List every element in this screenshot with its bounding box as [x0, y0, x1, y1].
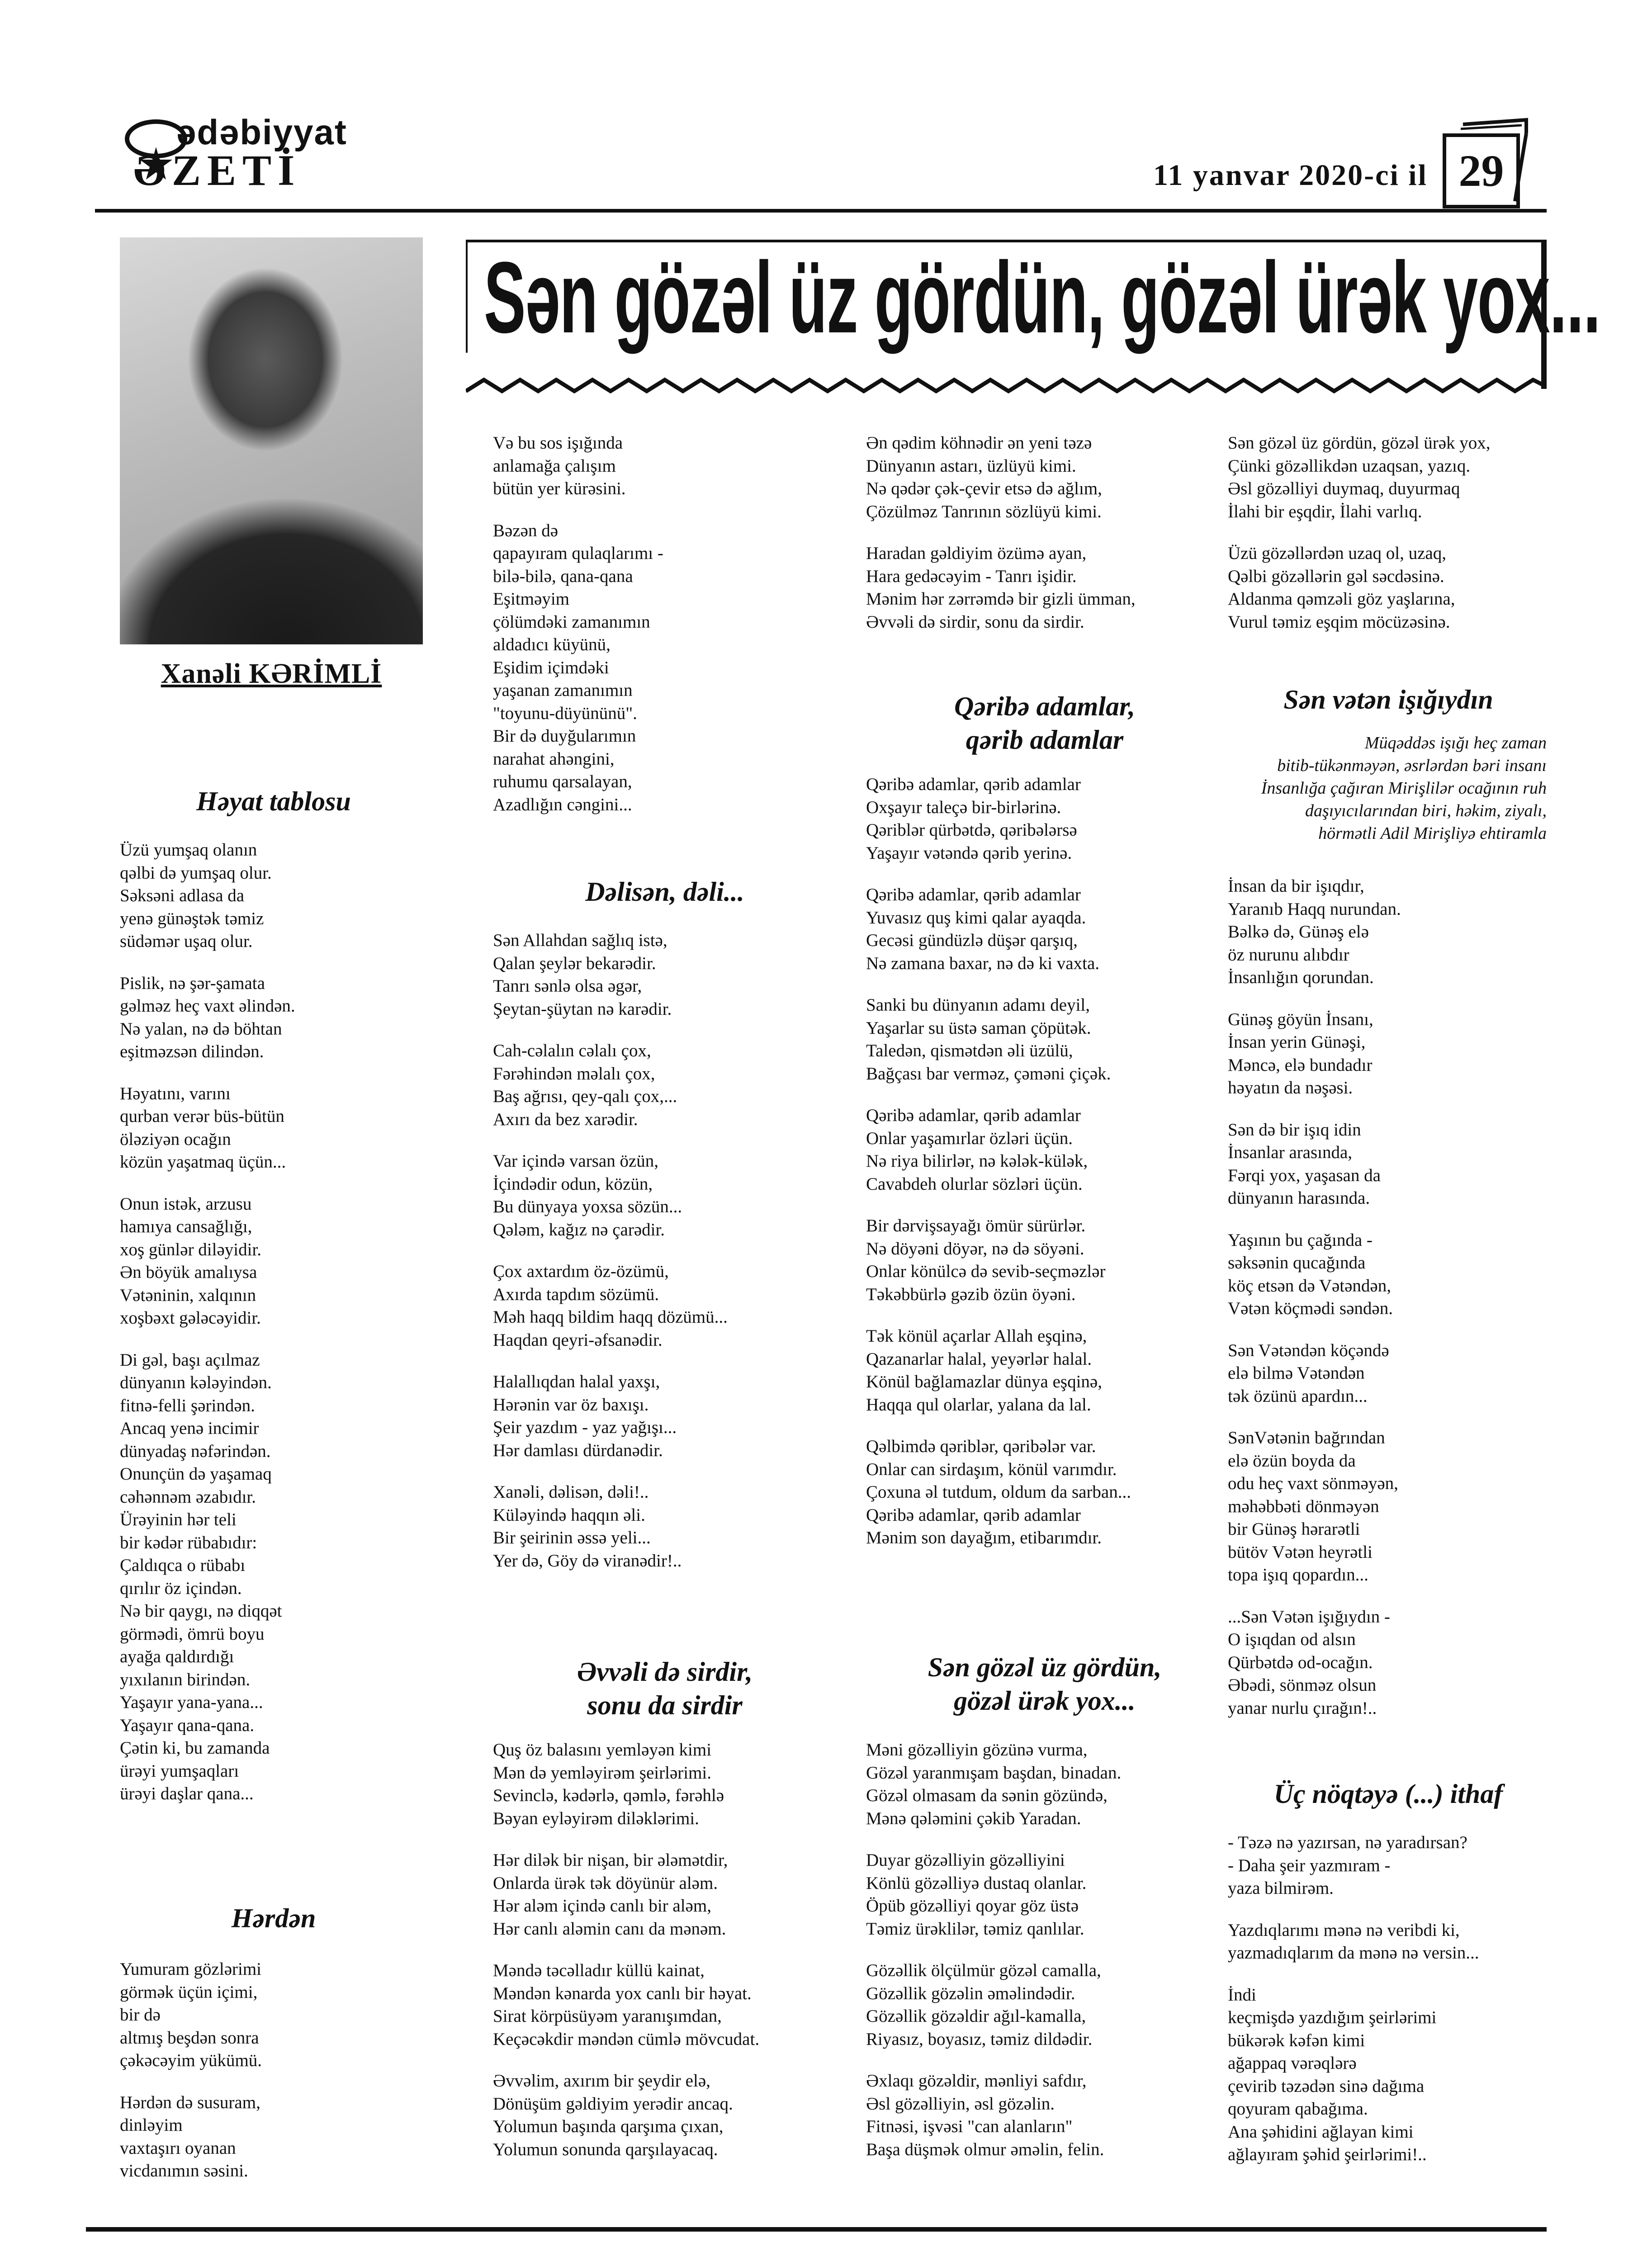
- poem-line: Çox axtardım öz-özümü,: [493, 1262, 669, 1281]
- poem-line: Bir də duyğularımın: [493, 726, 636, 746]
- poem-line: SənVətənin bağrından: [1228, 1428, 1385, 1447]
- poem-line: Yuvasız quş kimi qalar ayaqda.: [866, 908, 1086, 927]
- poem-line: Çaldıqca o rübabı: [120, 1556, 246, 1575]
- poem-line: Üzü yumşaq olanın: [120, 840, 257, 860]
- poem-line: Onlar könülcə də sevib-seçməzlər: [866, 1262, 1106, 1281]
- stanza: [1228, 1831, 1553, 1900]
- poem-line: Qürbətdə od-ocağın.: [1228, 1652, 1373, 1672]
- poem-line: Yaşayır vətəndə qərib yerinə.: [866, 843, 1072, 863]
- poem-line: qapayıram qulaqlarımı -: [493, 544, 663, 563]
- issue-date: 11 yanvar 2020-ci il: [1153, 159, 1428, 192]
- stanza: [493, 1371, 846, 1462]
- poem-line: dünyadaş nəfərindən.: [120, 1441, 271, 1461]
- poem-line: ağlayıram şəhid şeirlərimi!..: [1228, 2145, 1427, 2164]
- poem-line: Gecəsi gündüzlə düşər qarşıq,: [866, 931, 1078, 950]
- poem-line: Vurul təmiz eşqim möcüzəsinə.: [1228, 612, 1450, 632]
- poem-line: qoyuram qabağıma.: [1228, 2099, 1368, 2119]
- poem-qeribe: [866, 773, 1228, 1550]
- poem-line: bir kədər rübabıdır:: [120, 1533, 257, 1552]
- poem-line: Gözəllik gözəlin əməlindədir.: [866, 1983, 1075, 2003]
- poem-line: dinləyim: [120, 2115, 183, 2135]
- poem-line: Məh haqq bildim haqq dözümü...: [493, 1307, 728, 1327]
- poem-line: narahat ahəngini,: [493, 749, 615, 769]
- poem-line: Sən Allahdan sağlıq istə,: [493, 931, 667, 950]
- poem-line: ağappaq vərəqlərə: [1228, 2053, 1357, 2073]
- poem-evveli: [493, 1739, 850, 2161]
- poem-intro-col2: [493, 432, 846, 816]
- poem-line: öz nurunu alıbdır: [1228, 945, 1349, 965]
- poem-line: Hər aləm içində canlı bir aləm,: [493, 1896, 711, 1916]
- poem-line: Nə qədər çək-çevir etsə də ağlım,: [866, 479, 1102, 498]
- stanza: [866, 542, 1228, 634]
- poem-line: ürəyi daşlar qana...: [120, 1784, 254, 1803]
- poem-line: Quş öz balasını yemləyən kimi: [493, 1740, 712, 1760]
- stanza: [493, 1849, 850, 1940]
- poem-line: yenə günəştək təmiz: [120, 908, 264, 928]
- poem-line: Çətin ki, bu zamanda: [120, 1738, 270, 1758]
- poem-line: Riyasız, boyasız, təmiz dildədir.: [866, 2029, 1093, 2049]
- stanza: [493, 929, 846, 1021]
- stanza: [1228, 1229, 1553, 1320]
- poem-line: Hər damlası dürdanədir.: [493, 1440, 663, 1460]
- poem-line: Eşidim içimdəki: [493, 657, 609, 677]
- stanza: [866, 2070, 1228, 2161]
- poem-line: xoş günlər diləyidir.: [120, 1239, 262, 1259]
- stanza: [866, 1325, 1228, 1416]
- poem-line: qurban verər büs-bütün: [120, 1107, 284, 1126]
- poem-line: "toyunu-düyününü".: [493, 703, 637, 723]
- poem-line: Onun istək, arzusu: [120, 1194, 252, 1214]
- stanza: [1228, 1119, 1553, 1210]
- stanza: [493, 1481, 846, 1572]
- poem-line: Çözülməz Tanrının sözlüyü kimi.: [866, 501, 1102, 521]
- poem-line: bütöv Vətən heyrətli: [1228, 1542, 1373, 1562]
- poem-line: - Təzə nə yazırsan, nə yaradırsan?: [1228, 1833, 1467, 1852]
- poem-line: eşitməzsən dilindən.: [120, 1042, 264, 1061]
- poem-line: Könül bağlamazlar dünya eşqinə,: [866, 1372, 1102, 1391]
- poem-line: Əvvəli də sirdir, sonu da sirdir.: [866, 612, 1084, 632]
- poem-line: Yaranıb Haqq nurundan.: [1228, 899, 1401, 919]
- poem-line: yaşanan zamanımın: [493, 681, 633, 700]
- page-number-badge: [1436, 115, 1540, 206]
- poem-line: ...Sən Vətən işığıydın -: [1228, 1607, 1390, 1627]
- poem-line: Hərdən də susuram,: [120, 2092, 260, 2112]
- poem-line: Azadlığın cəngini...: [493, 795, 632, 814]
- poem-line: elə bilmə Vətəndən: [1228, 1363, 1365, 1383]
- stanza: [866, 1435, 1228, 1550]
- poem-line: yaza bilmirəm.: [1228, 1878, 1334, 1898]
- poem-line: Ən qədim köhnədir ən yeni təzə: [866, 433, 1092, 453]
- poem-line: Şeytan-şüytan nə karədir.: [493, 999, 672, 1019]
- poem-line: Xanəli, dəlisən, dəli!..: [493, 1482, 649, 1502]
- poem-line: Məncə, elə bundadır: [1228, 1055, 1373, 1075]
- poem-line: Haqdan qeyri-əfsanədir.: [493, 1330, 663, 1350]
- poem-line: - Daha şeir yazmıram -: [1228, 1855, 1391, 1875]
- poem-line: vaxtaşırı oyanan: [120, 2138, 236, 2158]
- stanza: [493, 432, 846, 501]
- poem-line: Əsl gözəlliyin, əsl gözəlin.: [866, 2094, 1055, 2114]
- poem-title-hayat-tablosu: Həyat tablosu: [196, 786, 351, 816]
- logo-top-text: ədəbiyyat: [176, 112, 347, 152]
- stanza: [866, 1959, 1228, 2051]
- poem-line: Üzü gözəllərdən uzaq ol, uzaq,: [1228, 544, 1446, 563]
- poem-line: Bir dərvişsayağı ömür sürürlər.: [866, 1216, 1086, 1235]
- poem-line: Çoxuna əl tutdum, oldum da sarban...: [866, 1482, 1131, 1502]
- poem-line: Tanrı sənlə olsa əgər,: [493, 976, 642, 996]
- poem-line: Qəribə adamlar, qərib adamlar: [866, 885, 1081, 904]
- stanza: [1228, 1919, 1553, 1965]
- poem-line: Qəriblər qürbətdə, qəribələrsə: [866, 820, 1077, 840]
- poem-line: Axırda tapdım sözümü.: [493, 1284, 659, 1304]
- poem-line: Yaşayır qana-qana.: [120, 1715, 255, 1735]
- dedication-line: daşıyıcılarından biri, həkim, ziyalı,: [1305, 801, 1547, 820]
- poem-line: Hər dilək bir nişan, bir ələmətdir,: [493, 1850, 728, 1870]
- poem-line: Yolumun sonunda qarşılayacaq.: [493, 2139, 718, 2159]
- author-photo: [120, 237, 423, 644]
- poem-title-delisen: Dəlisən, dəli...: [585, 877, 744, 907]
- poem-line: Qazanarlar halal, yeyərlər halal.: [866, 1349, 1092, 1369]
- poem-line: Yer də, Göy də viranədir!..: [493, 1551, 682, 1570]
- poem-line: Haqqa qul olarlar, yalana da lal.: [866, 1395, 1091, 1414]
- poem-title-line: sonu da sirdir: [587, 1690, 743, 1720]
- poem-line: Nə riya bilirlər, nə kələk-külək,: [866, 1151, 1088, 1171]
- newspaper-logo: [129, 112, 382, 194]
- poem-title-uc-noqteye: Üç nöqtəyə (...) ithaf: [1273, 1779, 1503, 1809]
- poem-dedication: [1203, 732, 1547, 845]
- author-name: Xanəli KƏRİMLİ: [161, 658, 382, 689]
- poem-line: Qələm, kağız nə çarədir.: [493, 1220, 665, 1239]
- poem-title-line: qərib adamlar: [966, 725, 1124, 755]
- poem-line: Hər canlı aləmin canı da mənəm.: [493, 1919, 726, 1939]
- stanza: [1228, 1008, 1553, 1100]
- page-number: 29: [1443, 133, 1520, 208]
- poem-line: İnsanlığın qorundan.: [1228, 968, 1374, 987]
- poem-line: öləziyən ocağın: [120, 1129, 231, 1149]
- poem-line: Oxşayır taleçə bir-birlərinə.: [866, 797, 1061, 817]
- poem-harden: [120, 1958, 432, 2183]
- poem-line: Nə bir qaygı, nə diqqət: [120, 1601, 282, 1621]
- poem-line: Sevinclə, kədərlə, qəmlə, fərəhlə: [493, 1786, 724, 1805]
- poem-title-harden: Hərdən: [231, 1903, 316, 1933]
- poem-line: İlahi bir eşqdir, İlahi varlıq.: [1228, 501, 1422, 521]
- poem-line: Bəlkə də, Günəş elə: [1228, 922, 1369, 941]
- poem-line: Yolumun başında qarşıma çıxan,: [493, 2117, 724, 2136]
- stanza: [493, 1150, 846, 1241]
- poem-line: Səksəni adlasa da: [120, 886, 245, 905]
- poem-line: anlamağa çalışım: [493, 456, 616, 476]
- poem-line: Gözəl olmasam da sənin gözündə,: [866, 1786, 1108, 1805]
- poem-line: Keçəcəkdir məndən cümlə mövcudat.: [493, 2029, 760, 2049]
- poem-line: Nə zamana baxar, nə də ki vaxta.: [866, 953, 1100, 973]
- poem-line: Aldanma qəmzəli göz yaşlarına,: [1228, 589, 1455, 609]
- poem-title-qeribe: [864, 690, 1226, 757]
- stanza: [493, 1739, 850, 1830]
- poem-line: həyatın da nəşəsi.: [1228, 1078, 1353, 1097]
- poem-line: Hərənin var öz baxışı.: [493, 1395, 649, 1414]
- poem-line: xoşbəxt gələcəyidir.: [120, 1308, 261, 1328]
- poem-line: Qəlbi gözəllərin gəl səcdəsinə.: [1228, 566, 1444, 586]
- poem-title-line: Sən gözəl üz gördün,: [928, 1652, 1162, 1682]
- poem-line: Fitnəsi, işvəsi "can alanların": [866, 2117, 1073, 2136]
- poem-line: Fərqi yox, yaşasan da: [1228, 1165, 1381, 1185]
- poem-line: Cavabdeh olurlar sözləri üçün.: [866, 1174, 1083, 1194]
- poem-line: dünyanın kələyindən.: [120, 1373, 272, 1392]
- logo-bottom-text: ƏZETİ: [133, 146, 301, 194]
- footer-rule: [86, 2227, 1547, 2232]
- poem-line: İnsan yerin Günəşi,: [1228, 1032, 1366, 1052]
- poem-line: Təkəbbürlə gəzib özün öyəni.: [866, 1284, 1076, 1304]
- poem-delisen: [493, 929, 846, 1572]
- poem-line: Yaşayır yana-yana...: [120, 1693, 263, 1712]
- poem-line: keçmişdə yazdığım şeirlərimi: [1228, 2008, 1437, 2027]
- stanza: [493, 520, 846, 817]
- poem-line: dünyanın harasında.: [1228, 1188, 1370, 1208]
- poem-line: hamıya cansağlığı,: [120, 1217, 252, 1236]
- poem-line: bükərək kəfən kimi: [1228, 2030, 1365, 2050]
- stanza: [1228, 1984, 1553, 2166]
- stanza: [866, 773, 1228, 865]
- poem-line: çevirib təzədən sinə dağıma: [1228, 2076, 1425, 2096]
- poem-line: Sən gözəl üz gördün, gözəl ürək yox,: [1228, 433, 1491, 453]
- poem-line: bütün yer kürəsini.: [493, 479, 626, 498]
- dedication-line: bitib-tükənməyən, əsrlərdən bəri insanı: [1277, 756, 1547, 775]
- poem-line: Mənə qələmini çəkib Yaradan.: [866, 1808, 1081, 1828]
- poem-title-evveli: [488, 1655, 841, 1722]
- stanza: [866, 1215, 1228, 1306]
- poem-line: Vətəninin, xalqının: [120, 1285, 256, 1305]
- stanza: [493, 1040, 846, 1131]
- poem-line: yanar nurlu çırağın!..: [1228, 1698, 1377, 1718]
- poem-title-line: Qəribə adamlar,: [954, 691, 1135, 721]
- poem-title-veten-isigi: Sən vətən işığıydın: [1283, 685, 1493, 714]
- stanza: [120, 1083, 432, 1174]
- poem-line: altmış beşdən sonra: [120, 2028, 259, 2048]
- poem-line: Qəlbimdə qəriblər, qəribələr var.: [866, 1437, 1096, 1456]
- stanza: [1228, 1427, 1553, 1587]
- poem-line: gəlməz heç vaxt əlindən.: [120, 996, 295, 1016]
- poem-line: Bağçası bar verməz, çəməni çiçək.: [866, 1064, 1111, 1083]
- poem-line: Duyar gözəlliyin gözəlliyini: [866, 1850, 1065, 1870]
- poem-line: Dünyanın astarı, üzlüyü kimi.: [866, 456, 1076, 476]
- poem-line: İndi: [1228, 1985, 1256, 2005]
- poem-line: Yazdıqlarımı mənə nə veribdi ki,: [1228, 1920, 1460, 1940]
- poem-line: Qəribə adamlar, qərib adamlar: [866, 1106, 1081, 1125]
- stanza: [493, 2070, 850, 2161]
- poem-line: Əbədi, sönməz olsun: [1228, 1675, 1377, 1695]
- poem-line: görmədi, ömrü boyu: [120, 1624, 265, 1644]
- poem-line: Təmiz ürəklilər, təmiz qanlılar.: [866, 1919, 1084, 1939]
- poem-line: Axırı da bez xarədir.: [493, 1109, 638, 1129]
- stanza: [493, 1959, 850, 2051]
- poem-line: Ana şəhidini ağlayan kimi: [1228, 2122, 1414, 2142]
- poem-line: Onlarda ürək tək döyünür aləm.: [493, 1873, 718, 1893]
- stanza: [120, 839, 432, 953]
- poem-title-sen-gozel: [864, 1651, 1226, 1717]
- poem-title-line: Əvvəli də sirdir,: [577, 1657, 753, 1687]
- poem-sen-gozel: [866, 1739, 1228, 2161]
- poem-line: köç etsən də Vətəndən,: [1228, 1276, 1391, 1296]
- poem-line: Çünki gözəllikdən uzaqsan, yazıq.: [1228, 456, 1471, 476]
- poem-line: Ancaq yenə incimir: [120, 1419, 259, 1438]
- poem-line: Ən böyük amalıysa: [120, 1263, 257, 1282]
- poem-line: Ürəyinin hər teli: [120, 1510, 237, 1529]
- poem-line: İnsan da bir işıqdır,: [1228, 876, 1364, 896]
- poem-line: Şeir yazdım - yaz yağışı...: [493, 1418, 677, 1437]
- poem-intro-col4: [1228, 432, 1553, 634]
- stanza: [866, 994, 1228, 1085]
- poem-line: Günəş göyün İnsanı,: [1228, 1009, 1373, 1029]
- stanza: [1228, 1339, 1553, 1408]
- masthead-rule: [95, 209, 1547, 213]
- poem-line: Bu dünyaya yoxsa sözün...: [493, 1197, 682, 1216]
- stanza: [1228, 432, 1553, 523]
- poem-line: Eşitməyim: [493, 589, 569, 609]
- stanza: [493, 1260, 846, 1352]
- stanza: [1228, 542, 1553, 634]
- poem-line: Onunçün də yaşamaq: [120, 1464, 272, 1484]
- stanza: [1228, 875, 1553, 989]
- poem-line: fitnə-felli şərindən.: [120, 1395, 255, 1415]
- poem-line: tək özünü apardın...: [1228, 1386, 1368, 1406]
- poem-line: Vətən köçmədi səndən.: [1228, 1299, 1393, 1318]
- poem-line: Fərəhindən məlalı çox,: [493, 1064, 655, 1083]
- poem-hayat-tablosu: [120, 839, 432, 1806]
- poem-line: Öpüb gözəlliyi qoyar göz üstə: [866, 1896, 1079, 1916]
- poem-line: Halallıqdan halal yaxşı,: [493, 1372, 660, 1391]
- poem-line: Qalan şeylər bekarədir.: [493, 953, 656, 973]
- dedication-line: hörmətli Adil Mirişliyə ehtiramla: [1318, 824, 1547, 843]
- poem-line: Sən Vətəndən köçəndə: [1228, 1340, 1389, 1360]
- poem-line: elə özün boyda da: [1228, 1451, 1356, 1471]
- stanza: [120, 1349, 432, 1806]
- poem-line: çölümdəki zamanımın: [493, 612, 650, 632]
- poem-line: Var içində varsan özün,: [493, 1151, 659, 1171]
- poem-line: görmək üçün içimi,: [120, 1982, 258, 2002]
- poem-intro-col3: [866, 432, 1228, 634]
- poem-line: Başa düşmək olmur əməlin, felin.: [866, 2139, 1104, 2159]
- poem-line: Baş ağrısı, qey-qalı çox,...: [493, 1087, 677, 1106]
- poem-line: Və bu sos işığında: [493, 433, 623, 453]
- poem-line: ürəyi yumşaqları: [120, 1761, 239, 1781]
- poem-line: Sanki bu dünyanın adamı deyil,: [866, 995, 1090, 1015]
- poem-line: Mən də yemləyirəm şeirlərimi.: [493, 1763, 712, 1783]
- poem-line: aldadıcı küyünü,: [493, 635, 611, 654]
- poem-line: Yaşının bu çağında -: [1228, 1230, 1373, 1250]
- poem-line: Məndən kənarda yox canlı bir həyat.: [493, 1983, 752, 2003]
- stanza: [866, 1739, 1228, 1830]
- stanza: [120, 1193, 432, 1330]
- poem-line: Könlü gözəlliyə dustaq olanlar.: [866, 1873, 1087, 1893]
- poem-line: Bir şeirinin əssə yeli...: [493, 1528, 651, 1547]
- poem-veten-isigi: [1228, 875, 1553, 1720]
- poem-line: Nə döyəni döyər, nə də söyəni.: [866, 1239, 1084, 1258]
- headline: Sən gözəl üz gördün, gözəl ürək yox...: [484, 241, 1600, 354]
- poem-line: qəlbi də yumşaq olur.: [120, 863, 272, 883]
- poem-line: yıxılanın birindən.: [120, 1670, 251, 1689]
- poem-line: Haradan gəldiyim özümə ayan,: [866, 544, 1087, 563]
- poem-line: Gözəllik ölçülmür gözəl camalla,: [866, 1961, 1101, 1980]
- zigzag-divider: [466, 371, 1547, 402]
- poem-line: Əvvəlim, axırım bir şeydir elə,: [493, 2071, 710, 2091]
- poem-line: İçindədir odun, közün,: [493, 1174, 653, 1194]
- poem-line: Onlar yaşamırlar özləri üçün.: [866, 1128, 1073, 1148]
- poem-line: Yaşarlar su üstə saman çöpütək.: [866, 1018, 1091, 1038]
- stanza: [120, 2091, 432, 2183]
- poem-line: Onlar can sirdaşım, könül varımdır.: [866, 1459, 1117, 1479]
- poem-line: Di gəl, başı açılmaz: [120, 1350, 260, 1370]
- poem-line: qırılır öz içindən.: [120, 1578, 242, 1598]
- stanza: [866, 1104, 1228, 1196]
- poem-line: Sirat körpüsüyəm yaranışımdan,: [493, 2006, 722, 2026]
- poem-line: Küləyində haqqın əli.: [493, 1505, 645, 1525]
- poem-line: Gözəllik gözəldir ağıl-kamalla,: [866, 2006, 1086, 2026]
- poem-line: Pislik, nə şər-şamata: [120, 973, 265, 993]
- poem-line: Həyatını, varını: [120, 1083, 231, 1103]
- poem-line: məhəbbəti dönməyən: [1228, 1496, 1379, 1516]
- poem-line: Mənim son dayağım, etibarımdır.: [866, 1528, 1102, 1547]
- poem-line: ruhumu qarsalayan,: [493, 772, 632, 791]
- dedication-line: Müqəddəs işığı heç zaman: [1364, 733, 1547, 752]
- poem-line: çəkəcəyim yükümü.: [120, 2051, 262, 2070]
- poem-line: ayağa qaldırdığı: [120, 1647, 234, 1666]
- poem-uc-noqteye: [1228, 1831, 1553, 2166]
- stanza: [866, 432, 1228, 523]
- dedication-line: İnsanlığa çağıran Mirişlilər ocağının ruh: [1261, 779, 1547, 798]
- poem-line: bir də: [120, 2005, 161, 2024]
- stanza: [1228, 1606, 1553, 1720]
- poem-line: yazmadıqlarım da mənə nə versin...: [1228, 1943, 1479, 1963]
- poem-line: Sən də bir işıq idin: [1228, 1120, 1361, 1140]
- poem-line: topa işıq qopardın...: [1228, 1565, 1368, 1585]
- poem-line: Cah-cəlalın cəlalı çox,: [493, 1041, 651, 1060]
- poem-line: odu heç vaxt sönməyən,: [1228, 1474, 1398, 1493]
- poem-line: Nə yalan, nə də böhtan: [120, 1019, 282, 1039]
- poem-line: Taledən, qismətdən əli üzülü,: [866, 1041, 1073, 1060]
- poem-line: Bəzən də: [493, 520, 559, 540]
- poem-line: səksənin qucağında: [1228, 1253, 1366, 1272]
- poem-line: Dönüşüm gəldiyim yerədir ancaq.: [493, 2094, 733, 2114]
- stanza: [120, 972, 432, 1064]
- poem-line: Qəribə adamlar, qərib adamlar: [866, 1505, 1081, 1525]
- poem-line: Əsl gözəlliyi duymaq, duyurmaq: [1228, 479, 1460, 498]
- poem-line: Əxlaqı gözəldir, mənliyi safdır,: [866, 2071, 1087, 2091]
- poem-line: İnsanlar arasında,: [1228, 1143, 1353, 1162]
- poem-line: Məndə təcəlladır küllü kainat,: [493, 1961, 705, 1980]
- poem-line: bir Günəş hərarətli: [1228, 1519, 1360, 1539]
- poem-line: südəmər uşaq olur.: [120, 932, 253, 951]
- poem-line: Tək könül açarlar Allah eşqinə,: [866, 1326, 1087, 1346]
- poem-line: Hara gedəcəyim - Tanrı işidir.: [866, 566, 1077, 586]
- poem-line: bilə-bilə, qana-qana: [493, 566, 633, 586]
- stanza: [866, 1849, 1228, 1940]
- poem-line: Yumuram gözlərimi: [120, 1959, 262, 1979]
- poem-line: Gözəl yaranmışam başdan, binadan.: [866, 1763, 1122, 1783]
- poem-line: közün yaşatmaq üçün...: [120, 1152, 286, 1172]
- poem-line: Mənim hər zərrəmdə bir gizli ümman,: [866, 589, 1136, 609]
- stanza: [120, 1958, 432, 2072]
- poem-line: Məni gözəlliyin gözünə vurma,: [866, 1740, 1088, 1760]
- poem-line: Qəribə adamlar, qərib adamlar: [866, 775, 1081, 794]
- poem-title-line: gözəl ürək yox...: [954, 1686, 1136, 1716]
- poem-line: O işıqdan od alsın: [1228, 1630, 1356, 1649]
- stanza: [866, 884, 1228, 975]
- headline-box: [466, 240, 1600, 398]
- poem-line: cəhənnəm əzabıdır.: [120, 1487, 256, 1507]
- poem-line: Bəyan eyləyirəm diləklərimi.: [493, 1808, 699, 1828]
- poem-line: vicdanımın səsini.: [120, 2161, 248, 2181]
